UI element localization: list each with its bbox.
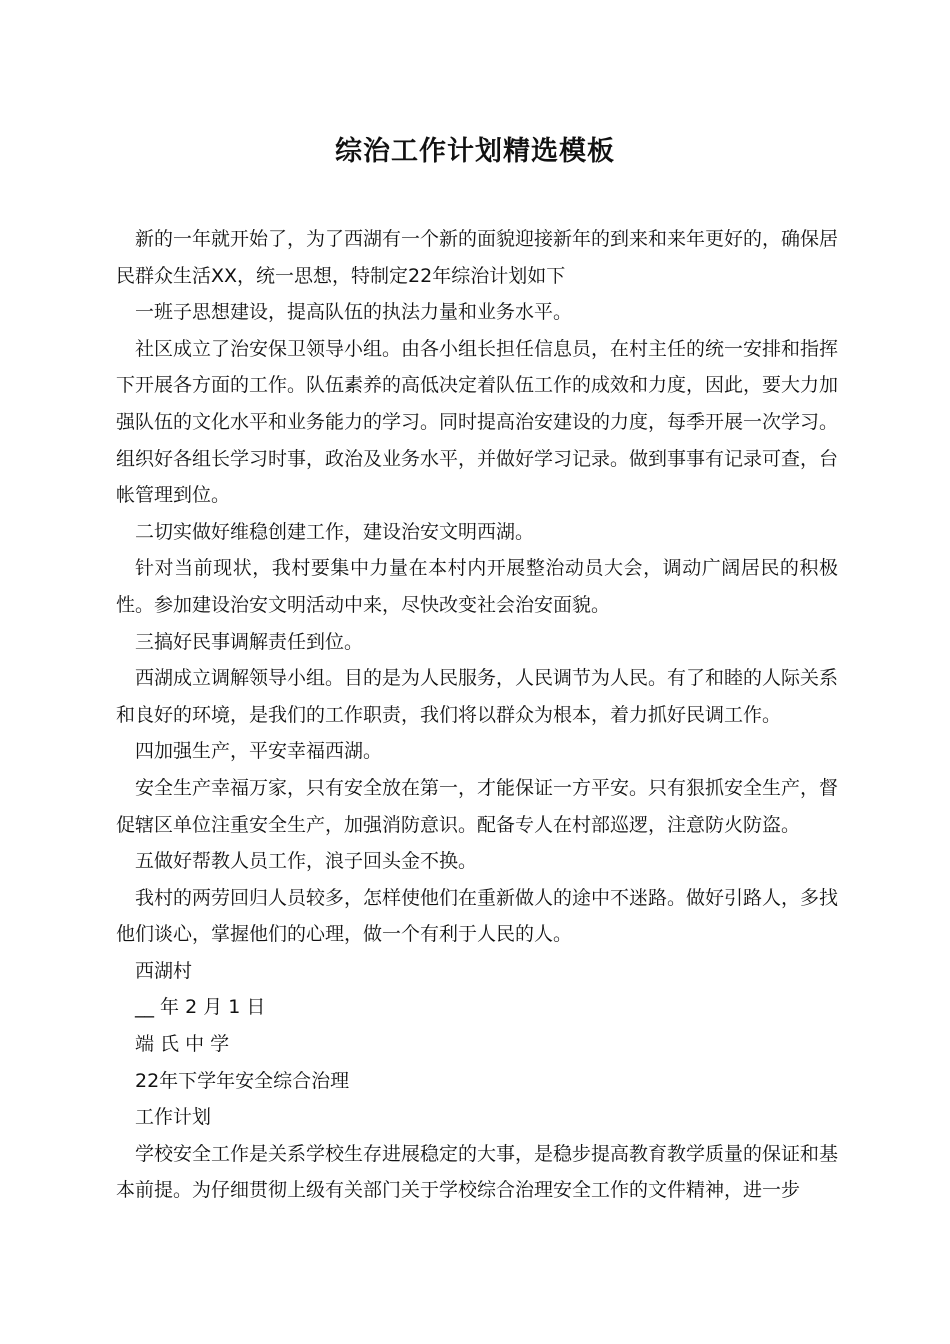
heading-mediation: 三搞好民事调解责任到位。 (135, 630, 364, 653)
paragraph-rehabilitation: 我村的两劳回归人员较多，怎样使他们在重新做人的途中不迷路。做好引路人，多找他们谈心，掌握他们的心理，做一个有利于人民的人。 (116, 886, 839, 946)
plan-subtitle-2: 工作计划 (135, 1106, 212, 1129)
school-name: 端 氏 中 学 (135, 1033, 230, 1056)
paragraph-stability: 针对当前现状，我村要集中力量在本村内开展整治动员大会，调动广阔居民的积极性。参加建设治安文明活动中来，尽快改变社会治安面貌。 (116, 557, 838, 616)
paragraph-school-safety: 学校安全工作是关系学校生存进展稳定的大事，是稳步提高教育教学质量的保证和基本前提。为仔细贯彻上级有关部门关于学校综合治理安全工作的文件精神，进一步 (116, 1142, 839, 1202)
heading-stability: 二切实做好维稳创建工作，建设治安文明西湖。 (135, 520, 535, 543)
paragraph-team-building: 社区成立了治安保卫领导小组。由各小组长担任信息员，在村主任的统一安排和指挥下开展各方面的工作。队伍素养的高低决定着队伍工作的成效和力度，因此，要大力加强队伍的文化水平和业务能力的学习。同时提高治安建设的力度，每季开展一次学习。组织好各组长学习时事，政治及业务水平，并做好学习记录。做到事事有记录可查，台帐管理到位。 (116, 337, 839, 507)
heading-team-building: 一班子思想建设，提高队伍的执法力量和业务水平。 (135, 301, 573, 324)
paragraph-mediation: 西湖成立调解领导小组。目的是为人民服务，人民调节为人民。有了和睦的人际关系和良好的环境，是我们的工作职责，我们将以群众为根本，着力抓好民调工作。 (116, 667, 839, 726)
signature-village: 西湖村 (135, 959, 193, 982)
document-title: 综治工作计划精选模板 (335, 136, 615, 167)
heading-safety: 四加强生产，平安幸福西湖。 (135, 740, 383, 763)
heading-rehabilitation: 五做好帮教人员工作，浪子回头金不换。 (135, 850, 478, 873)
paragraph-intro: 新的一年就开始了，为了西湖有一个新的面貌迎接新年的到来和来年更好的，确保居民群众生活XX，统一思想，特制定22年综治计划如下 (116, 228, 839, 287)
signature-date: __ 年 2 月 1 日 (135, 996, 266, 1019)
plan-subtitle: 22年下学年安全综合治理 (135, 1069, 350, 1092)
paragraph-safety: 安全生产幸福万家，只有安全放在第一，才能保证一方平安。只有狠抓安全生产，督促辖区单位注重安全生产，加强消防意识。配备专人在村部巡逻，注意防火防盗。 (116, 776, 839, 836)
document-body (116, 221, 838, 1209)
